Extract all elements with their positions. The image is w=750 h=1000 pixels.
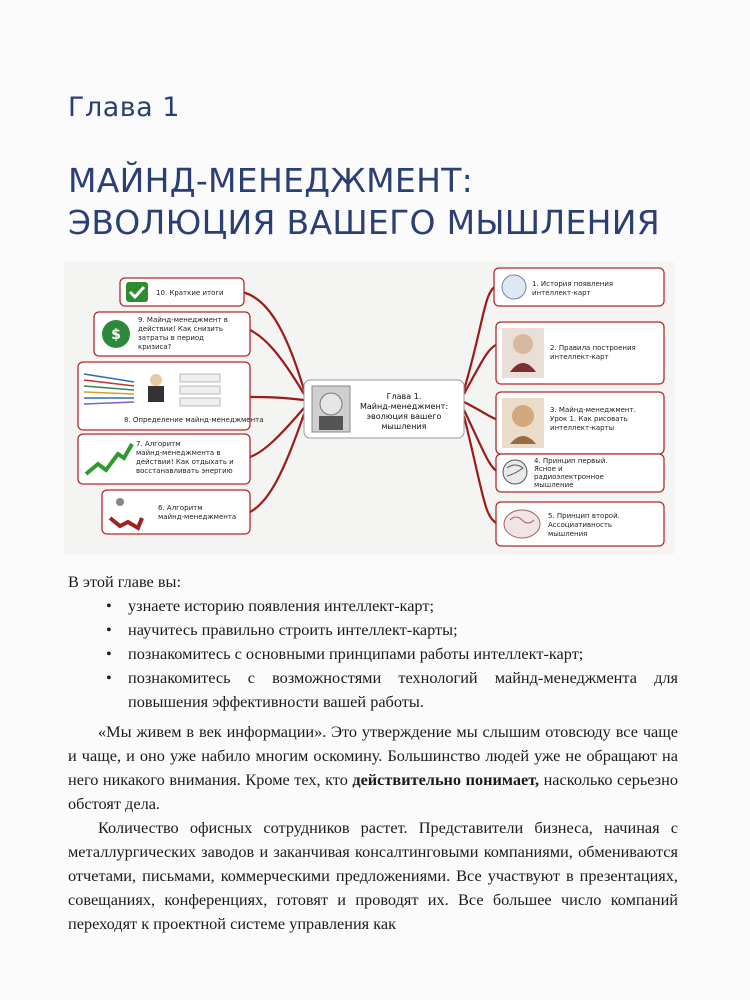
mind-map-node-2 [496, 322, 664, 384]
chapter-title [68, 160, 708, 244]
chapter-label: Глава 1 [68, 92, 180, 123]
node-2-line-1: 2. Правила построения [550, 344, 636, 352]
node-6-line-2: майнд-менеджмента [158, 513, 237, 521]
center-line-4: мышления [381, 422, 427, 431]
intro-bullet: • познакомитесь с основными принципами работы интеллект-карт; [68, 642, 678, 666]
mind-map-node-7 [78, 434, 250, 484]
node-7-line-3: действии! Как отдыхать и [136, 458, 234, 466]
paragraph-1-bold: действительно понимает, [352, 770, 540, 789]
mind-map-node-4 [496, 454, 664, 492]
node-3-line-1: 3. Майнд-менеджмент. [550, 406, 636, 414]
mind-map-center [304, 380, 464, 438]
node-7-line-2: майнд-менеджмента в [136, 449, 221, 457]
node-4-line-2: Ясное и [534, 465, 563, 473]
intro-lead: В этой главе вы: [68, 572, 181, 591]
paragraph-1-text: «Мы живем в век информации». Это утверждение мы слышим отовсюду все чаще и чаще, и оно уже набило многим оскомину. Большинство людей уже не обращают на него никакого внимания. Кроме тех, кто [68, 722, 678, 789]
node-1-line-2: интеллект-карт [532, 289, 591, 297]
mind-map-node-8 [78, 362, 264, 430]
intro-bullet: • познакомитесь с возможностями технологий майнд-менеджмента для повышения эффективности вашей работы. [68, 666, 678, 714]
node-9-line-2: действии! Как снизить [138, 325, 224, 333]
node-4-line-1: 4. Принцип первый. [534, 457, 608, 465]
node-3-line-3: интеллект-карты [550, 424, 615, 432]
chapter-title-line-1: МАЙНД-МЕНЕДЖМЕНТ: [68, 161, 474, 200]
node-9-line-4: кризиса? [138, 343, 172, 351]
node-5-line-2: Ассоциативность [548, 521, 613, 529]
mind-map-node-9 [94, 312, 250, 356]
body-text [68, 720, 678, 936]
node-8-line-1: 8. Определение майнд-менеджмента [124, 416, 264, 424]
node-3-line-2: Урок 1. Как рисовать [550, 415, 628, 423]
mind-map-node-1 [494, 268, 664, 306]
brain-icon [503, 460, 527, 484]
mind-map-node-10 [120, 278, 244, 306]
node-9-line-3: затраты в период [138, 334, 205, 342]
chapter-title-line-2: ЭВОЛЮЦИЯ ВАШЕГО МЫШЛЕНИЯ [68, 203, 660, 242]
mind-map-node-5 [496, 502, 664, 546]
paragraph-1-tail: насколько серьезно обстоят дела. [68, 770, 678, 813]
node-4-line-3: радиоэлектронное [534, 473, 604, 481]
center-line-2: Майнд-менеджмент: [359, 402, 449, 411]
chapter-intro [68, 570, 678, 714]
paragraph-1 [68, 720, 678, 816]
checkmark-icon [126, 282, 148, 302]
mind-map-illustration [64, 262, 674, 554]
svg-text:$: $ [111, 327, 121, 343]
node-4-line-4: мышление [534, 481, 574, 489]
node-5-line-1: 5. Принцип второй. [548, 512, 620, 520]
node-1-line-1: 1. История появления [532, 280, 614, 288]
node-7-line-4: восстанавливать энергию [136, 467, 233, 475]
node-10-line-1: 10. Краткие итоги [156, 289, 224, 297]
brain-network-icon [504, 510, 540, 538]
paragraph-2: Количество офисных сотрудников растет. Представители бизнеса, начиная с металлургических заводов и заканчивая консалтинговыми компаниями, обмениваются отчетами, письмами, коммерческими предложениями. Все участвуют в презентациях, совещаниях, конференциях, готовят и проводят их. Все большее число компаний переходят к проектной системе управления как [68, 818, 678, 933]
intro-bullet: • научитесь правильно строить интеллект-карты; [68, 618, 678, 642]
mind-map-svg [64, 262, 674, 554]
center-line-1: Глава 1. [386, 392, 422, 401]
history-icon [502, 275, 526, 299]
node-6-line-1: 6. Алгоритм [158, 504, 203, 512]
mind-map-node-6 [102, 490, 250, 534]
node-2-line-2: интеллект-карт [550, 353, 609, 361]
node-9-line-1: 9. Майнд-менеджмент в [138, 316, 228, 324]
intro-bullet-list [68, 594, 678, 714]
node-7-line-1: 7. Алгоритм [136, 440, 181, 448]
center-line-3: эволюция вашего [366, 412, 442, 421]
intro-bullet: • узнаете историю появления интеллект-карт; [68, 594, 678, 618]
person-icon [150, 374, 162, 386]
mind-map-node-3 [496, 392, 664, 454]
node-5-line-3: мышления [548, 530, 588, 538]
